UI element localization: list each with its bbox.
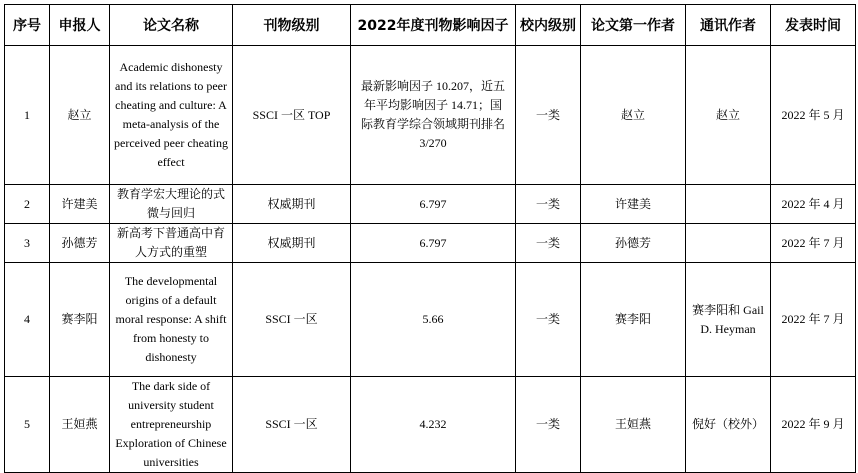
cell-corresponding: 倪好（校外） [686,377,771,473]
header-corresponding: 通讯作者 [686,5,771,46]
cell-title: 新高考下普通高中育人方式的重塑 [110,224,233,263]
header-level: 刊物级别 [233,5,351,46]
header-title: 论文名称 [110,5,233,46]
cell-school-level: 一类 [516,185,581,224]
cell-no: 5 [5,377,50,473]
table-row [5,377,856,473]
table-row [5,263,856,377]
cell-corresponding: 赵立 [686,46,771,185]
cell-school-level: 一类 [516,46,581,185]
cell-school-level: 一类 [516,377,581,473]
cell-first-author: 孙德芳 [581,224,686,263]
header-impact: 2022年度刊物影响因子 [351,5,516,46]
header-no: 序号 [5,5,50,46]
cell-date: 2022 年 9 月 [771,377,856,473]
table-row [5,185,856,224]
cell-no: 3 [5,224,50,263]
cell-level: SSCI 一区 [233,263,351,377]
cell-applicant: 许建美 [50,185,110,224]
cell-applicant: 赛李阳 [50,263,110,377]
cell-title: The developmental origins of a default moral response: A shift from honesty to dishonesty [110,263,233,377]
cell-date: 2022 年 5 月 [771,46,856,185]
cell-first-author: 赛李阳 [581,263,686,377]
cell-impact: 4.232 [351,377,516,473]
cell-title: Academic dishonesty and its relations to peer cheating and culture: A meta-analysis of the perceived peer cheating effect [110,46,233,185]
cell-impact: 最新影响因子 10.207，近五年平均影响因子 14.71；国际教育学综合领域期刊排名3/270 [351,46,516,185]
table-row [5,46,856,185]
cell-applicant: 孙德芳 [50,224,110,263]
cell-corresponding [686,224,771,263]
cell-applicant: 赵立 [50,46,110,185]
cell-no: 1 [5,46,50,185]
cell-first-author: 许建美 [581,185,686,224]
cell-level: 权威期刊 [233,224,351,263]
header-row [5,5,856,46]
cell-date: 2022 年 4 月 [771,185,856,224]
papers-table [4,4,856,473]
header-first-author: 论文第一作者 [581,5,686,46]
cell-no: 2 [5,185,50,224]
header-applicant: 申报人 [50,5,110,46]
cell-applicant: 王姮燕 [50,377,110,473]
cell-date: 2022 年 7 月 [771,224,856,263]
cell-level: SSCI 一区 TOP [233,46,351,185]
cell-corresponding [686,185,771,224]
cell-no: 4 [5,263,50,377]
cell-school-level: 一类 [516,224,581,263]
cell-title: 教育学宏大理论的式微与回归 [110,185,233,224]
cell-corresponding: 赛李阳和 Gail D. Heyman [686,263,771,377]
cell-first-author: 王姮燕 [581,377,686,473]
header-school-level: 校内级别 [516,5,581,46]
cell-date: 2022 年 7 月 [771,263,856,377]
cell-first-author: 赵立 [581,46,686,185]
cell-school-level: 一类 [516,263,581,377]
header-date: 发表时间 [771,5,856,46]
table-row [5,224,856,263]
cell-level: 权威期刊 [233,185,351,224]
cell-impact: 5.66 [351,263,516,377]
cell-impact: 6.797 [351,185,516,224]
cell-impact: 6.797 [351,224,516,263]
cell-level: SSCI 一区 [233,377,351,473]
cell-title: The dark side of university student entrepreneurship Exploration of Chinese universities [110,377,233,473]
